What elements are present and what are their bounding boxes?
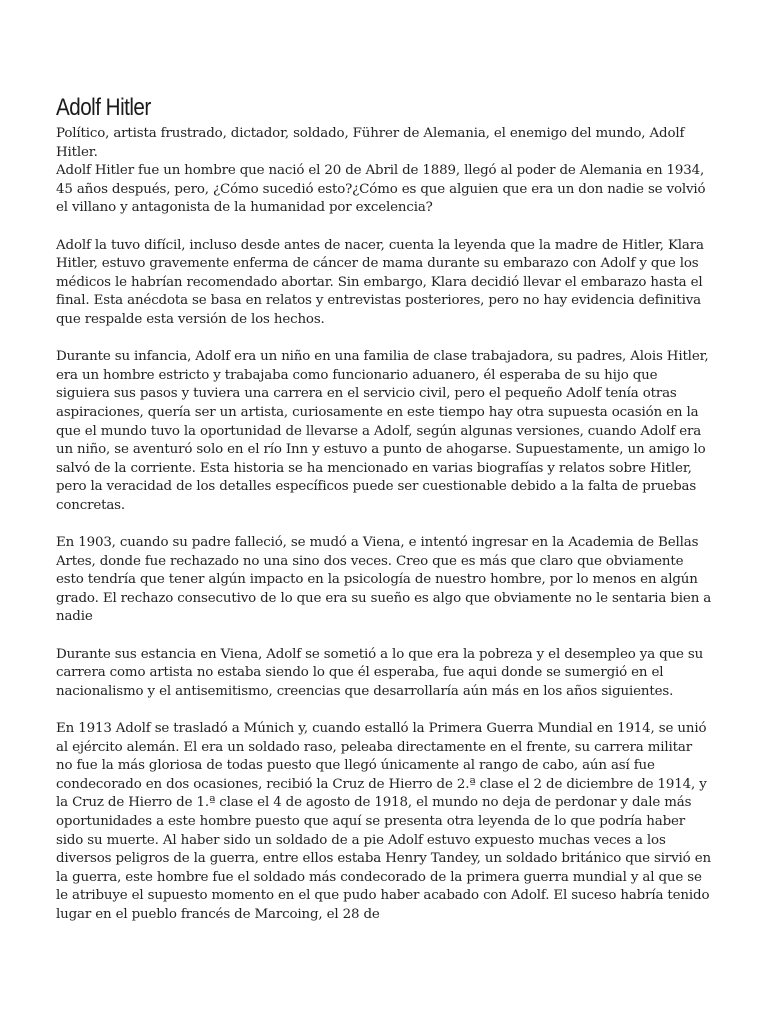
paragraph-birth: Adolf Hitler fue un hombre que nació el 20 de Abril de 1889, llegó al poder de Alemania en 1934, 45 años después, pero, ¿Cómo sucedió esto?¿Cómo es que alguien que era un don nadie se volvió el villano y antagonista de la humanidad por excelencia? — [56, 163, 706, 216]
paragraph-vienna-academy: En 1903, cuando su padre falleció, se mudó a Viena, e intentó ingresar en la Academia de Bellas Artes, donde fue rechazado no una sino dos veces. Creo que es más que claro que obviamente esto tendría que tener algún impacto en la psicología de nuestro hombre, por lo menos en algún grado. El rechazo consecutivo de lo que era su sueño es algo que obviamente no le sentaria bien a nadie — [56, 535, 712, 625]
paragraph-gap — [56, 515, 712, 534]
paragraph-first-world-war: En 1913 Adolf se trasladó a Múnich y, cuando estalló la Primera Guerra Mundial en 1914, se unió al ejército alemán. El era un soldado raso, peleaba directamente en el frente, su carrera militar no fue la más gloriosa de todas puesto que llegó únicamente al rango de cabo, aún así fue condecorado en dos ocasiones, recibió la Cruz de Hierro de 2.ª clase el 2 de diciembre de 1914, y la Cruz de Hierro de 1.ª clase el 4 de agosto de 1918, el mundo no deja de perdonar y dale más oportunidades a este hombre puesto que aquí se presenta otra leyenda de lo que podría haber sido su muerte. Al haber sido un soldado de a pie Adolf estuvo expuesto muchas veces a los diversos peligros de la guerra, entre ellos estaba Henry Tandey, un soldado británico que sirvió en la guerra, este hombre fue el soldado más condecorado de la primera guerra mundial y al que se le atribuye el supuesto momento en el que pudo haber acabado con Adolf. El suceso habría tenido lugar en el pueblo francés de Marcoing, el 28 de — [56, 721, 711, 922]
paragraph-gap — [56, 218, 712, 237]
paragraph-vienna-poverty: Durante sus estancia en Viena, Adolf se sometió a lo que era la pobreza y el desempleo ya que su carrera como artista no estaba siendo lo que él esperaba, fue aqui donde se sumergió en el nacionalismo y el antisemitismo, creencias que desarrollaría aún más en los años siguientes. — [56, 646, 704, 699]
paragraph-before-birth: Adolf la tuvo difícil, incluso desde antes de nacer, cuenta la leyenda que la madre de Hitler, Klara Hitler, estuvo gravemente enferma de cáncer de mama durante su embarazo con Adolf y que los médicos le habrían recomendado abortar. Sin embargo, Klara decidió llevar el embarazo hasta el final. Esta anécdota se basa en relatos y entrevistas posteriores, pero no hay evidencia definitiva que respalde esta versión de los hechos. — [56, 237, 704, 327]
intro-line: Político, artista frustrado, dictador, soldado, Führer de Alemania, el enemigo del mundo, Adolf Hitler. — [56, 126, 685, 160]
paragraph-gap — [56, 330, 712, 349]
paragraph-gap — [56, 701, 712, 720]
paragraph-childhood: Durante su infancia, Adolf era un niño en una familia de clase trabajadora, su padres, Alois Hitler, era un hombre estricto y trabajaba como funcionario aduanero, él esperaba de su hijo que siguiera sus pasos y tuviera una carrera en el servicio civil, pero el pequeño Adolf tenía otras aspiraciones, quería ser un artista, curiosamente en este tiempo hay otra supuesta ocasión en la que el mundo tuvo la oportunidad de llevarse a Adolf, según algunas versiones, cuando Adolf era un niño, se aventuró solo en el río Inn y estuvo a punto de ahogarse. Supuestamente, un amigo lo salvó de la corriente. Esta historia se ha mencionado en varias biografías y relatos sobre Hitler, pero la veracidad de los detalles específicos puede ser cuestionable debido a la falta de pruebas concretas. — [56, 349, 709, 513]
document-title: Adolf Hitler — [56, 94, 151, 121]
paragraph-gap — [56, 627, 712, 646]
